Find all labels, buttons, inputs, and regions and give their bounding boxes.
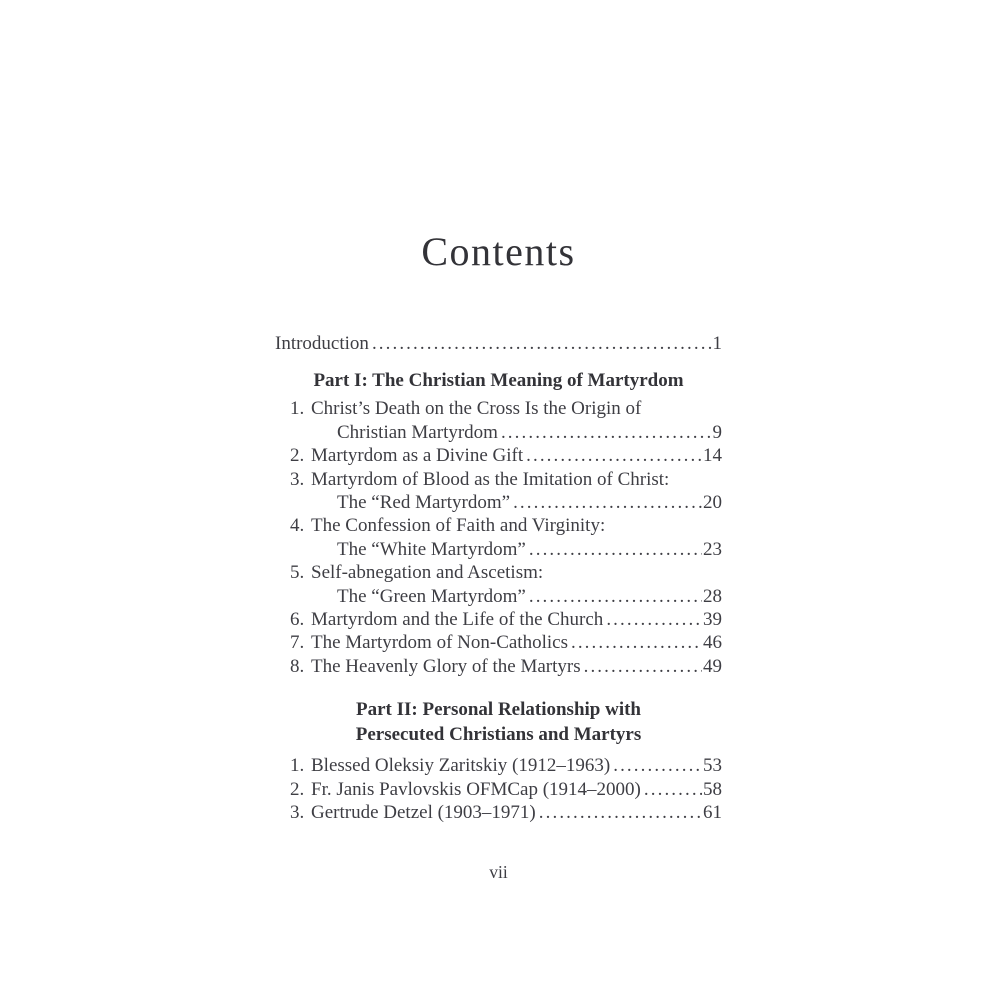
dot-leader (529, 585, 702, 608)
toc-entry-label: The “Green Martyrdom” (337, 585, 526, 607)
toc-entry (275, 421, 722, 444)
dot-leader (613, 754, 702, 777)
dot-leader (571, 631, 702, 654)
toc-entry (275, 514, 722, 537)
toc-entry-number: 1. (290, 755, 305, 777)
toc-entry-page: 53 (703, 755, 722, 777)
dot-leader (584, 655, 702, 678)
toc-entry-page: 49 (703, 655, 722, 677)
toc-entry-label: The Confession of Faith and Virginity: (311, 515, 606, 537)
toc-entry-label: The “Red Martyrdom” (337, 492, 511, 514)
toc-entry-label: Christ’s Death on the Cross Is the Origin of (311, 398, 642, 420)
toc-entry-label: Fr. Janis Pavlovskis OFMCap (1914–2000) (311, 778, 641, 800)
toc-entry-label: Martyrdom as a Divine Gift (311, 445, 524, 467)
toc-sections (275, 368, 722, 824)
toc-entry (275, 538, 722, 561)
dot-leader (501, 421, 712, 444)
table-of-contents (275, 332, 722, 825)
toc-entry-introduction (275, 332, 722, 355)
toc-entry-page: 14 (703, 445, 722, 467)
toc-entry-number: 5. (290, 562, 305, 584)
dot-leader (372, 332, 712, 355)
page-title: Contents (421, 229, 576, 274)
toc-entry (275, 468, 722, 491)
toc-entry (275, 561, 722, 584)
part-heading-line: Part I: The Christian Meaning of Martyrdom (313, 370, 684, 392)
dot-leader (526, 444, 702, 467)
toc-entry-label: Self-abnegation and Ascetism: (311, 562, 544, 584)
toc-entry-label: Blessed Oleksiy Zaritskiy (1912–1963) (311, 755, 611, 777)
toc-entry-page: 23 (703, 538, 722, 560)
toc-entry-label: The “White Martyrdom” (337, 538, 526, 560)
page-number: vii (489, 862, 508, 882)
toc-entry-label: Introduction (275, 333, 369, 354)
dot-leader (529, 538, 702, 561)
toc-entry-number: 3. (290, 468, 305, 490)
toc-entry-number: 8. (290, 655, 305, 677)
toc-entry-page: 1 (712, 333, 722, 354)
toc-entry (275, 397, 722, 420)
toc-entry-number: 4. (290, 515, 305, 537)
toc-entry-label: Martyrdom of Blood as the Imitation of Christ: (311, 468, 670, 490)
toc-entry (275, 778, 722, 801)
toc-entry (275, 444, 722, 467)
toc-entry-label: Christian Martyrdom (337, 421, 498, 443)
toc-entry-page: 20 (703, 492, 722, 514)
toc-entry-page: 28 (703, 585, 722, 607)
toc-entry (275, 754, 722, 777)
dot-leader (539, 801, 702, 824)
dot-leader (606, 608, 702, 631)
toc-entry-number: 2. (290, 445, 305, 467)
toc-entry-number: 3. (290, 802, 305, 824)
toc-entry (275, 631, 722, 654)
dot-leader (513, 491, 702, 514)
toc-entry (275, 655, 722, 678)
toc-entry (275, 491, 722, 514)
toc-entry-page: 9 (712, 421, 722, 443)
toc-entry-page: 61 (703, 802, 722, 824)
toc-entry-label: Martyrdom and the Life of the Church (311, 609, 604, 631)
toc-entry (275, 585, 722, 608)
toc-entry-number: 2. (290, 778, 305, 800)
toc-entry-number: 7. (290, 632, 305, 654)
part-heading-line: Part II: Personal Relationship with (356, 699, 641, 721)
toc-entry (275, 801, 722, 824)
toc-item-list (275, 754, 722, 824)
toc-entry (275, 608, 722, 631)
toc-entry-number: 1. (290, 398, 305, 420)
toc-entry-page: 58 (703, 778, 722, 800)
toc-entry-label: Gertrude Detzel (1903–1971) (311, 802, 536, 824)
toc-entry-number: 6. (290, 609, 305, 631)
toc-entry-label: The Heavenly Glory of the Martyrs (311, 655, 581, 677)
toc-entry-label: The Martyrdom of Non-Catholics (311, 632, 568, 654)
part-heading-line: Persecuted Christians and Martyrs (355, 724, 642, 746)
toc-entry-page: 46 (703, 632, 722, 654)
part-heading (275, 697, 722, 747)
dot-leader (644, 778, 702, 801)
toc-item-list (275, 397, 722, 678)
part-heading (275, 368, 722, 393)
toc-entry-page: 39 (703, 609, 722, 631)
